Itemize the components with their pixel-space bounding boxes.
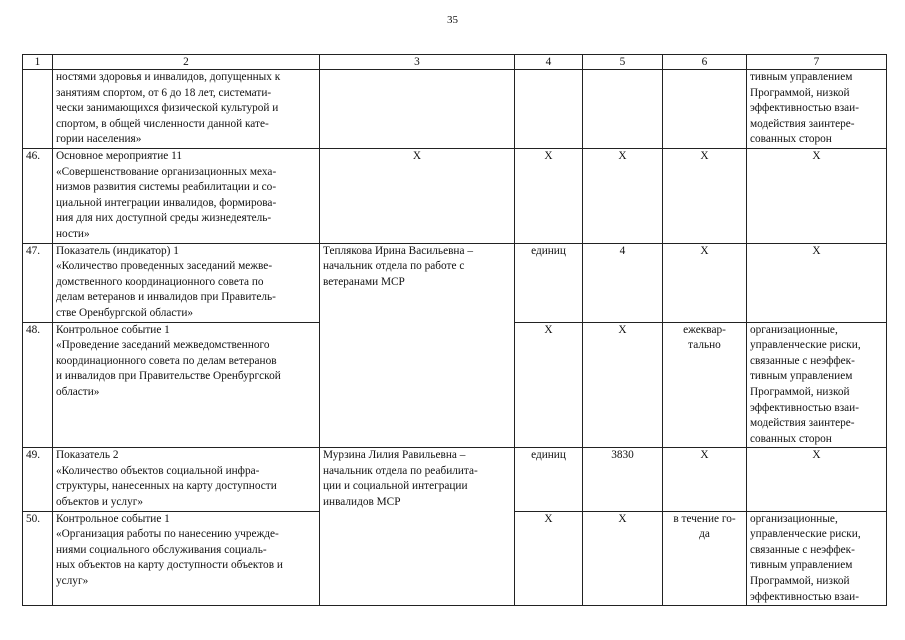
text-line: управленческие риски, [750,528,861,541]
text-line: тивным управлением [750,370,853,383]
text-line: модействия заинтере- [750,117,855,130]
text-line: «Количество проведенных заседаний межве- [56,260,273,273]
text-line: Показатель 2 [56,449,119,462]
cell-deadline: Х [663,149,747,244]
cell-description [53,511,320,606]
text-line: структуры, нанесенных на карту доступности [56,480,277,493]
text-line: циальной интеграции инвалидов, формирова- [56,196,277,209]
text-line: и инвалидов при Правительстве Оренбургской [56,370,281,383]
cell-unit: Х [515,149,583,244]
text-line: спортом, в общей численности данной кате- [56,117,269,130]
text-line: «Совершенствование организационных меха- [56,165,277,178]
cell-num [23,70,53,149]
cell-responsible [320,70,515,149]
col-header-7: 7 [747,55,887,70]
cell-unit: Х [515,322,583,448]
text-line: модействия заинтере- [750,417,855,430]
table-row-47 [23,243,887,322]
cell-value: 4 [583,243,663,322]
cell-risks: Х [747,448,887,511]
text-line: Контрольное событие 1 [56,323,170,336]
row-number: 46. [23,149,53,244]
cell-value: Х [583,322,663,448]
cell-value: Х [583,511,663,606]
cell-deadline: Х [663,448,747,511]
cell-description [53,149,320,244]
cell-unit: единиц [515,448,583,511]
cell-value: Х [583,149,663,244]
cell-unit: Х [515,511,583,606]
text-line: сованных сторон [750,133,832,146]
cell-risks: Х [747,149,887,244]
row-number: 47. [23,243,53,322]
text-line: «Проведение заседаний межведомственного [56,339,270,352]
text-line: ции и социальной интеграции [323,480,468,493]
cell-risks [747,70,887,149]
col-header-2: 2 [53,55,320,70]
cell-description [53,243,320,322]
cell-unit: единиц [515,243,583,322]
text-line: стве Оренбургской области» [56,306,194,319]
text-line: Программой, низкой [750,575,850,588]
cell-unit [515,70,583,149]
text-line: организационные, [750,512,838,525]
text-line: координационного совета по делам ветеранов [56,354,277,367]
text-line: Теплякова Ирина Васильевна – [323,244,473,257]
text-line: «Количество объектов социальной инфра- [56,464,260,477]
text-line: эффективностью взаи- [750,102,859,115]
text-line: услуг» [56,575,89,588]
cell-value [583,70,663,149]
text-line: связанные с неэффек- [750,354,855,367]
cell-deadline [663,511,747,606]
text-line: связанные с неэффек- [750,543,855,556]
text-line: тивным управлением [750,71,853,83]
text-line: делам ветеранов и инвалидов при Правитель- [56,291,276,304]
cell-deadline [663,322,747,448]
cell-description [53,70,320,149]
cell-risks: Х [747,243,887,322]
text-line: ностями здоровья и инвалидов, допущенных к [56,71,281,83]
text-line: в течение го- [673,512,736,525]
text-line: занятиям спортом, от 6 до 18 лет, системати- [56,86,272,99]
text-line: Контрольное событие 1 [56,512,170,525]
text-line: инвалидов МСР [323,496,401,509]
col-header-5: 5 [583,55,663,70]
col-header-6: 6 [663,55,747,70]
text-line: ных объектов на карту доступности объектов и [56,559,283,572]
text-line: управленческие риски, [750,339,861,352]
table-row-49 [23,448,887,511]
text-line: ния для них доступной среды жизнедеятель- [56,212,272,225]
cell-value: 3830 [583,448,663,511]
cell-deadline: Х [663,243,747,322]
text-line: начальник отдела по работе с [323,260,465,273]
text-line: Программой, низкой [750,385,850,398]
cell-risks [747,511,887,606]
text-line: домственного координационного совета по [56,275,264,288]
text-line: Мурзина Лилия Равильевна – [323,449,466,462]
cell-risks [747,322,887,448]
text-line: эффективностью взаи- [750,401,859,414]
col-header-4: 4 [515,55,583,70]
table-row-continuation [23,70,887,149]
text-line: эффективностью взаи- [750,590,859,603]
col-header-1: 1 [23,55,53,70]
row-number: 48. [23,322,53,448]
text-line: ности» [56,227,90,240]
text-line: низмов развития системы реабилитации и со- [56,181,277,194]
cell-responsible: Х [320,149,515,244]
text-line: ветеранами МСР [323,275,405,288]
text-line: гории населения» [56,133,142,146]
cell-description [53,322,320,448]
cell-deadline [663,70,747,149]
cell-responsible [320,243,515,448]
text-line: да [699,528,710,541]
table-row-46 [23,149,887,244]
text-line: области» [56,385,100,398]
text-line: ниями социального обслуживания социаль- [56,543,267,556]
table-header-row [23,55,887,70]
text-line: чески занимающихся физической культурой и [56,102,279,115]
text-line: Программой, низкой [750,86,850,99]
text-line: ежеквар- [683,323,726,336]
text-line: тивным управлением [750,559,853,572]
text-line: Показатель (индикатор) 1 [56,244,179,257]
text-line: начальник отдела по реабилита- [323,464,478,477]
text-line: Основное мероприятие 11 [56,150,182,162]
cell-responsible [320,448,515,606]
text-line: «Организация работы по нанесению учрежде- [56,528,279,541]
row-number: 49. [23,448,53,511]
text-line: сованных сторон [750,432,832,445]
text-line: организационные, [750,323,838,336]
row-number: 50. [23,511,53,606]
text-line: тально [688,339,721,352]
plan-table [22,54,887,606]
page-number: 35 [447,14,458,26]
cell-description [53,448,320,511]
col-header-3: 3 [320,55,515,70]
text-line: объектов и услуг» [56,496,144,509]
